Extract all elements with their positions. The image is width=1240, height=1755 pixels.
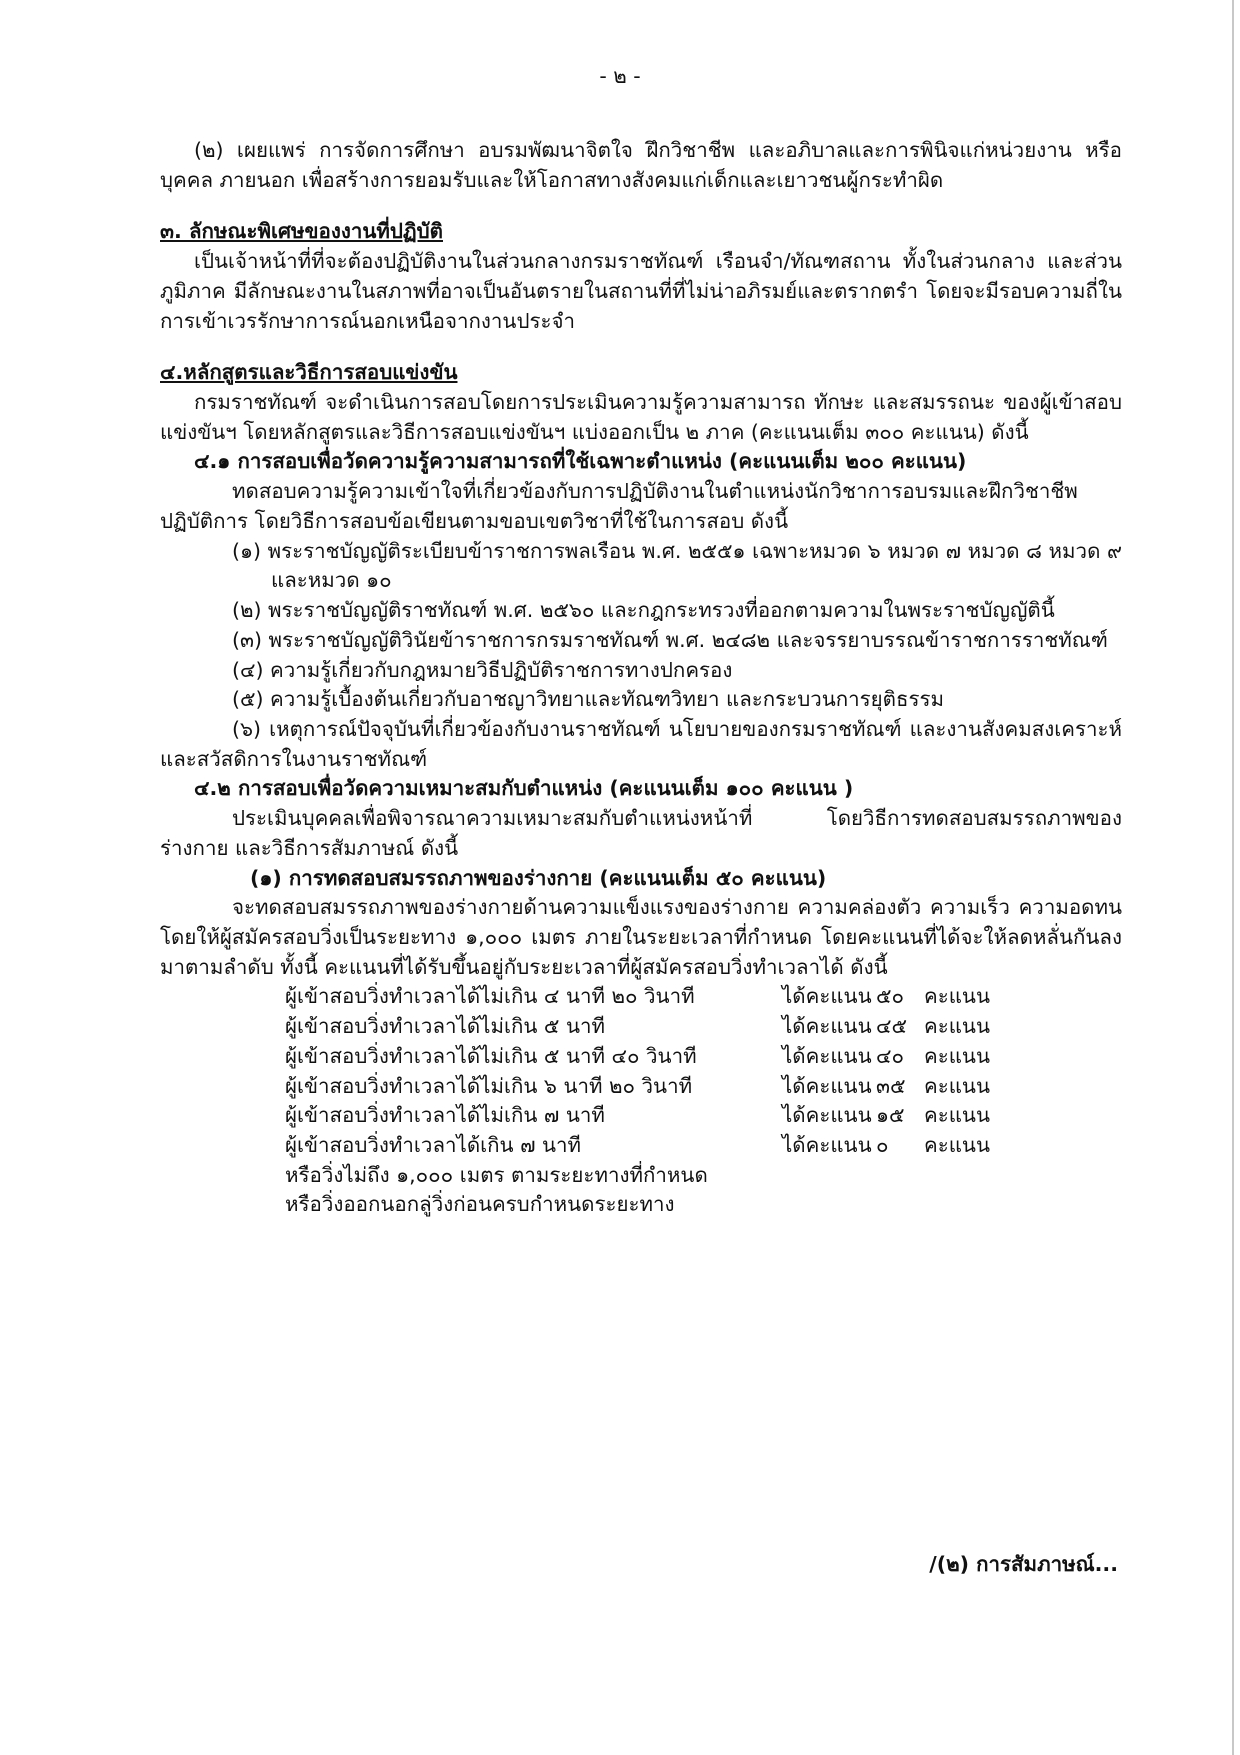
score-points: ๕๐ [876, 984, 905, 1009]
part-4-2-heading: ๔.๒ การสอบเพื่อวัดความเหมาะสมกับตำแหน่ง (คะแนนเต็ม ๑๐๐ คะแนน ) [194, 776, 854, 801]
score-unit: คะแนน [924, 1073, 990, 1098]
exam-subject-item: (๕) ความรู้เบื้องต้นเกี่ยวกับอาชญาวิทยาและทัณฑวิทยา และกระบวนการยุติธรรม [232, 687, 945, 712]
exam-subject-item: (๔) ความรู้เกี่ยวกับกฎหมายวิธีปฏิบัติราชการทางปกครอง [232, 657, 733, 682]
running-score-table [285, 982, 990, 1160]
score-condition-note: หรือวิ่งไม่ถึง ๑,๐๐๐ เมตร ตามระยะทางที่กำหนด [285, 1162, 708, 1187]
section-4-text: กรมราชทัณฑ์ จะดำเนินการสอบโดยการประเมินความรู้ความสามารถ ทักษะ และสมรรถนะ ของผู้เข้าสอบแข่งขันฯ โดยหลักสูตรและวิธีการสอบแข่งขันฯ แบ่งออกเป็น ๒ ภาค (คะแนนเต็ม ๓๐๐ คะแนน) ดังนี้ [160, 390, 1122, 444]
continuation-marker: /(๒) การสัมภาษณ์... [929, 1552, 1118, 1576]
section-4-heading: ๔.หลักสูตรและวิธีการสอบแข่งขัน [160, 360, 458, 385]
score-label: ได้คะแนน [782, 1014, 872, 1039]
score-unit: คะแนน [924, 984, 990, 1009]
section-3-heading: ๓. ลักษณะพิเศษของงานที่ปฏิบัติ [160, 219, 443, 244]
score-points: ๔๐ [876, 1043, 905, 1068]
score-points: ๑๕ [876, 1103, 905, 1128]
section-3-text: เป็นเจ้าหน้าที่ที่จะต้องปฏิบัติงานในส่วนกลางกรมราชทัณฑ์ เรือนจำ/ทัณฑสถาน ทั้งในส่วนกลาง และส่วนภูมิภาค มีลักษณะงานในสภาพที่อาจเป็นอันตรายในสถานที่ที่ไม่น่าอภิรมย์และตรากตรำ โดยจะมีรอบความถี่ในการเข้าเวรรักษาการณ์นอกเหนือจากงานประจำ [160, 249, 1122, 333]
score-label: ได้คะแนน [782, 1133, 872, 1157]
score-condition: ผู้เข้าสอบวิ่งทำเวลาได้ไม่เกิน ๕ นาที ๔๐ วินาที [285, 1043, 697, 1068]
score-condition: ผู้เข้าสอบวิ่งทำเวลาได้ไม่เกิน ๖ นาที ๒๐ วินาที [285, 1073, 693, 1098]
exam-subject-item: (๓) พระราชบัญญัติวินัยข้าราชการกรมราชทัณฑ์ พ.ศ. ๒๔๘๒ และจรรยาบรรณข้าราชการราชทัณฑ์ [232, 627, 1108, 652]
part-4-2-text: ประเมินบุคคลเพื่อพิจารณาความเหมาะสมกับตำแหน่งหน้าที่ โดยวิธีการทดสอบสมรรถภาพของร่างกาย และวิธีการสัมภาษณ์ ดังนี้ [160, 806, 1122, 860]
score-points: ๓๕ [876, 1073, 906, 1098]
score-row [285, 1072, 990, 1102]
physical-test-heading: (๑) การทดสอบสมรรถภาพของร่างกาย (คะแนนเต็ม ๕๐ คะแนน) [250, 865, 827, 890]
score-unit: คะแนน [924, 1103, 990, 1128]
score-unit: คะแนน [924, 1133, 990, 1157]
score-points: ๔๕ [876, 1014, 908, 1039]
score-label: ได้คะแนน [782, 984, 872, 1009]
exam-subject-item: (๑) พระราชบัญญัติระเบียบข้าราชการพลเรือน พ.ศ. ๒๕๕๑ เฉพาะหมวด ๖ หมวด ๗ หมวด ๘ หมวด ๙ และหมวด ๑๐ [232, 538, 1122, 593]
exam-subject-item: (๖) เหตุการณ์ปัจจุบันที่เกี่ยวข้องกับงานราชทัณฑ์ นโยบายของกรมราชทัณฑ์ และงานสังคมสงเคราะห์ และสวัสดิการในงานราชทัณฑ์ [160, 716, 1122, 771]
score-condition-note: หรือวิ่งออกนอกลู่วิ่งก่อนครบกำหนดระยะทาง [285, 1192, 675, 1217]
scan-edge-line [1232, 0, 1234, 1755]
score-label: ได้คะแนน [782, 1103, 872, 1128]
score-condition: ผู้เข้าสอบวิ่งทำเวลาได้ไม่เกิน ๕ นาที [285, 1014, 605, 1039]
score-points: ๐ [876, 1133, 889, 1157]
score-row [285, 1131, 990, 1161]
exam-subject-item: (๒) พระราชบัญญัติราชทัณฑ์ พ.ศ. ๒๕๖๐ และกฎกระทรวงที่ออกตามความในพระราชบัญญัตินี้ [232, 598, 1055, 623]
score-row [285, 1012, 990, 1042]
score-row [285, 1101, 990, 1131]
score-unit: คะแนน [924, 1043, 990, 1068]
part-4-1-heading: ๔.๑ การสอบเพื่อวัดความรู้ความสามารถที่ใช้เฉพาะตำแหน่ง (คะแนนเต็ม ๒๐๐ คะแนน) [194, 449, 967, 474]
score-label: ได้คะแนน [782, 1043, 872, 1068]
document-body [160, 136, 1122, 1220]
score-unit: คะแนน [924, 1014, 990, 1039]
physical-test-text: จะทดสอบสมรรถภาพของร่างกายด้านความแข็งแรงของร่างกาย ความคล่องตัว ความเร็ว ความอดทน โดยให้ผู้สมัครสอบวิ่งเป็นระยะทาง ๑,๐๐๐ เมตร ภายในระยะเวลาที่กำหนด โดยคะแนนที่ได้จะให้ลดหลั่นกันลงมาตามลำดับ ทั้งนี้ คะแนนที่ได้รับขึ้นอยู่กับระยะเวลาที่ผู้สมัครสอบวิ่งทำเวลาได้ ดังนี้ [160, 895, 1122, 979]
score-condition: ผู้เข้าสอบวิ่งทำเวลาได้ไม่เกิน ๗ นาที [285, 1103, 605, 1128]
score-row [285, 1042, 990, 1072]
score-condition: ผู้เข้าสอบวิ่งทำเวลาได้เกิน ๗ นาที [285, 1133, 582, 1157]
score-label: ได้คะแนน [782, 1073, 872, 1098]
part-4-1-text: ทดสอบความรู้ความเข้าใจที่เกี่ยวข้องกับการปฏิบัติงานในตำแหน่งนักวิชาการอบรมและฝึกวิชาชีพปฏิบัติการ โดยวิธีการสอบข้อเขียนตามขอบเขตวิชาที่ใช้ในการสอบ ดังนี้ [160, 479, 1078, 533]
intro-paragraph: (๒) เผยแพร่ การจัดการศึกษา อบรมพัฒนาจิตใจ ฝึกวิชาชีพ และอภิบาลและการพินิจแก่หน่วยงาน หรือบุคคล ภายนอก เพื่อสร้างการยอมรับและให้โอกาสทางสังคมแก่เด็กและเยาวชนผู้กระทำผิด [160, 138, 1122, 192]
score-row [285, 982, 990, 1012]
score-condition: ผู้เข้าสอบวิ่งทำเวลาได้ไม่เกิน ๔ นาที ๒๐ วินาที [285, 984, 695, 1009]
page-number: - ๒ - [599, 64, 641, 88]
